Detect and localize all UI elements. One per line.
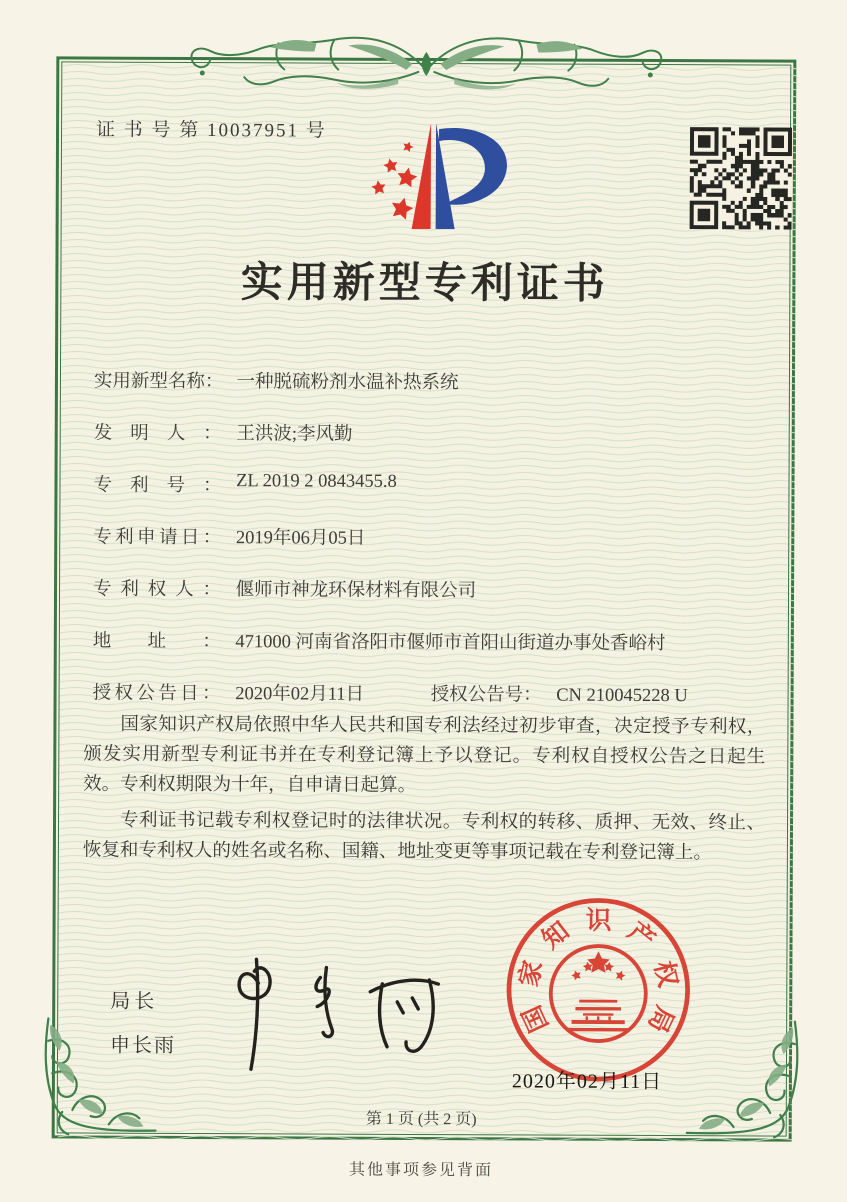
field-value: 471000 河南省洛阳市偃师市首阳山街道办事处香峪村 <box>235 632 666 655</box>
field-label: 专利申请日： <box>93 527 222 549</box>
certificate-title: 实用新型专利证书 <box>240 260 609 308</box>
legal-text <box>83 711 766 876</box>
field-value: 2020年02月11日 <box>235 684 365 705</box>
legal-paragraph-1: 国家知识产权局依照中华人民共和国专利法经过初步审查，决定授予专利权，颁发实用新型专利证书并在专利登记簿上予以登记。专利权自授权公告之日起生效。专利权期限为十年，自申请日起算。 <box>83 714 766 796</box>
field-value: CN 210045228 U <box>556 685 688 707</box>
field-label: 发明人： <box>93 423 222 445</box>
field-patentee <box>93 575 476 603</box>
field-grant-number <box>431 680 688 707</box>
director-title: 局长 <box>110 990 159 1013</box>
qr-code <box>690 127 792 229</box>
field-filing-date <box>93 523 365 550</box>
svg-text:识: 识 <box>585 905 612 936</box>
back-side-note: 其他事项参见背面 <box>348 1161 494 1180</box>
field-value: 2019年06月05日 <box>235 528 366 549</box>
field-label: 授权公告日： <box>92 683 221 705</box>
svg-text:知: 知 <box>536 915 575 955</box>
field-patent-number <box>93 471 396 498</box>
national-emblem-icon <box>551 946 646 1041</box>
field-utility-model-name <box>94 367 459 395</box>
cnipa-logo-icon <box>346 114 525 239</box>
field-label: 专利号： <box>93 475 222 497</box>
field-value: 一种脱硫粉剂水温补热系统 <box>236 372 459 394</box>
field-grant-date-and-number <box>93 679 773 708</box>
top-flourish-ornament <box>166 21 686 101</box>
legal-paragraph-2: 专利证书记载专利权登记时的法律状况。专利权的转移、质押、无效、终止、恢复和专利权人的姓名或名称、国籍、地址变更等事项记载在专利登记簿上。 <box>82 810 766 864</box>
field-label: 实用新型名称： <box>93 371 224 393</box>
signature-icon <box>220 949 461 1075</box>
svg-text:家: 家 <box>513 957 549 990</box>
svg-text:国: 国 <box>516 1001 554 1037</box>
field-value: 偃师市神龙环保材料有限公司 <box>235 580 477 602</box>
field-label: 授权公告号： <box>430 685 542 706</box>
cnipa-seal <box>503 894 694 1085</box>
svg-text:局: 局 <box>642 1001 680 1038</box>
field-label: 地址： <box>92 631 221 653</box>
field-value: ZL 2019 2 0843455.8 <box>236 471 397 492</box>
certificate-number: 证 书 号 第 10037951 号 <box>96 119 327 142</box>
seal-date: 2020年02月11日 <box>511 1070 663 1094</box>
field-inventors <box>94 419 353 446</box>
svg-text:产: 产 <box>622 916 661 955</box>
field-value: 王洪波;李风勤 <box>236 424 353 445</box>
svg-text:权: 权 <box>648 958 683 990</box>
field-address <box>93 627 666 655</box>
field-label: 专利权人： <box>92 579 222 601</box>
director-name: 申长雨 <box>110 1034 177 1057</box>
page-number: 第 1 页 (共 2 页) <box>365 1110 477 1129</box>
